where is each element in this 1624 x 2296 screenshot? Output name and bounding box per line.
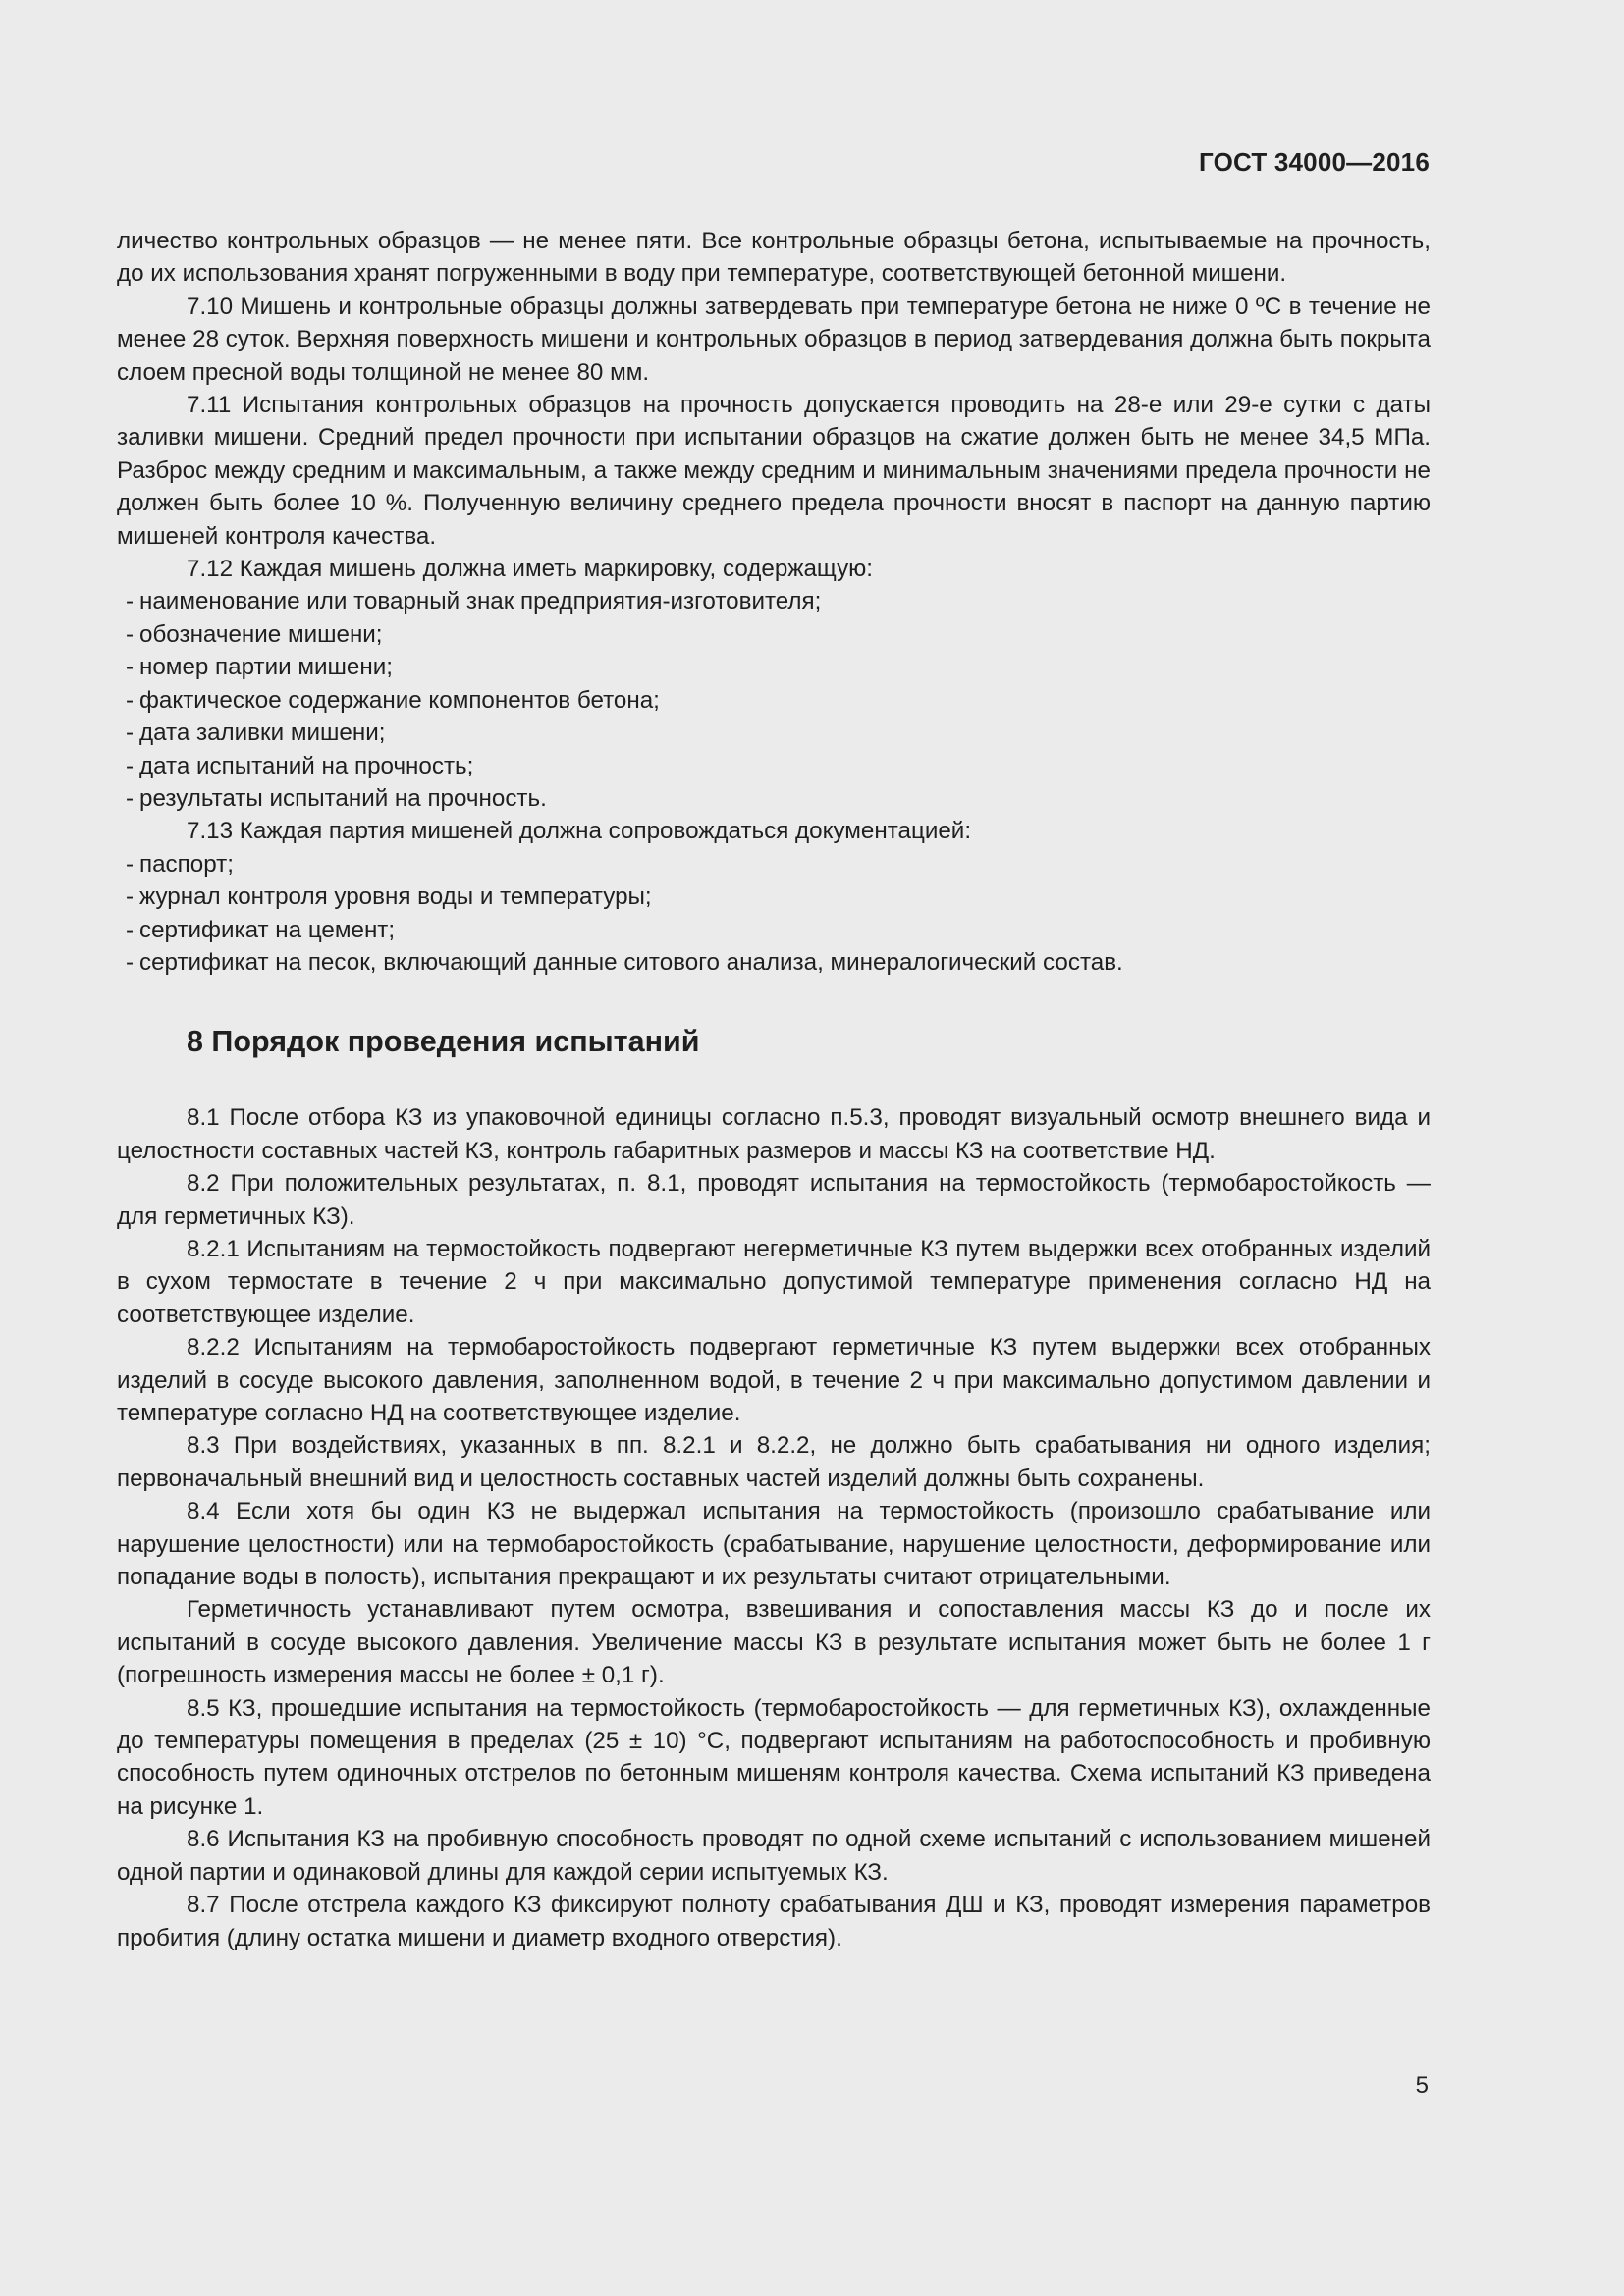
paragraph-8-6: 8.6 Испытания КЗ на пробивную способность проводят по одной схеме испытаний с использованием мишеней одной партии и одинаковой длины для каждой серии испытуемых КЗ. bbox=[117, 1826, 1431, 1886]
paragraph-8-2-1: 8.2.1 Испытаниям на термостойкость подвергают негерметичные КЗ путем выдержки всех отобранных изделий в сухом термостате в течение 2 ч при максимально допустимой температуре применения согласно НД на соответствующее изделие. bbox=[117, 1235, 1431, 1328]
list-item: - обозначение мишени; bbox=[126, 620, 383, 648]
marking-list bbox=[117, 585, 1431, 815]
list-item: - наименование или товарный знак предприятия-изготовителя; bbox=[126, 588, 822, 615]
paragraph-7-13: 7.13 Каждая партия мишеней должна сопровождаться документацией: bbox=[187, 818, 972, 845]
list-item: - фактическое содержание компонентов бетона; bbox=[126, 686, 660, 714]
paragraph-continued: личество контрольных образцов — не менее пяти. Все контрольные образцы бетона, испытываемые на прочность, до их использования хранят погруженными в воду при температуре, соответствующей бетонной мишени. bbox=[117, 228, 1431, 288]
documentation-list bbox=[117, 848, 1431, 980]
list-item: - результаты испытаний на прочность. bbox=[126, 784, 547, 812]
section-heading: 8 Порядок проведения испытаний bbox=[187, 1025, 700, 1059]
paragraph-8-2-2: 8.2.2 Испытаниям на термобаростойкость подвергают герметичные КЗ путем выдержки всех отобранных изделий в сосуде высокого давления, заполненном водой, в течение 2 ч при максимально допустимом давлении и температуре согласно НД на соответствующее изделие. bbox=[117, 1334, 1431, 1426]
paragraph-8-3: 8.3 При воздействиях, указанных в пп. 8.2.1 и 8.2.2, не должно быть срабатывания ни одного изделия; первоначальный внешний вид и целостность составных частей изделий должны быть сохранены. bbox=[117, 1432, 1431, 1492]
paragraph-tightness: Герметичность устанавливают путем осмотра, взвешивания и сопоставления массы КЗ до и после их испытаний в сосуде высокого давления. Увеличение массы КЗ в результате испытания может быть не более 1 г (погрешность измерения массы не более ± 0,1 г). bbox=[117, 1596, 1431, 1689]
paragraph-7-12: 7.12 Каждая мишень должна иметь маркировку, содержащую: bbox=[187, 556, 874, 583]
list-item: - паспорт; bbox=[126, 850, 234, 878]
list-item: - сертификат на песок, включающий данные ситового анализа, минералогический состав. bbox=[126, 948, 1123, 976]
paragraph-8-7: 8.7 После отстрела каждого КЗ фиксируют полноту срабатывания ДШ и КЗ, проводят измерения параметров пробития (длину остатка мишени и диаметр входного отверстия). bbox=[117, 1892, 1431, 1951]
document-body bbox=[117, 225, 1431, 1954]
paragraph-8-2: 8.2 При положительных результатах, п. 8.1, проводят испытания на термостойкость (термобаростойкость — для герметичных КЗ). bbox=[117, 1170, 1431, 1230]
paragraph-8-4: 8.4 Если хотя бы один КЗ не выдержал испытания на термостойкость (произошло срабатывание или нарушение целостности) или на термобаростойкость (срабатывание, нарушение целостности, деформирование или попадание воды в полость), испытания прекращают и их результаты считают отрицательными. bbox=[117, 1498, 1431, 1591]
list-item: - дата заливки мишени; bbox=[126, 720, 386, 747]
list-item: - сертификат на цемент; bbox=[126, 916, 396, 943]
list-item: - номер партии мишени; bbox=[126, 654, 393, 681]
page-number: 5 bbox=[1415, 2072, 1429, 2099]
list-item: - дата испытаний на прочность; bbox=[126, 752, 474, 779]
list-item: - журнал контроля уровня воды и температуры; bbox=[126, 883, 652, 911]
paragraph-8-1: 8.1 После отбора КЗ из упаковочной единицы согласно п.5.3, проводят визуальный осмотр внешнего вида и целостности составных частей КЗ, контроль габаритных размеров и массы КЗ на соответствие НД. bbox=[117, 1104, 1431, 1164]
paragraph-7-10: 7.10 Мишень и контрольные образцы должны затвердевать при температуре бетона не ниже 0 ºС в течение не менее 28 суток. Верхняя поверхность мишени и контрольных образцов в период затвердевания должна быть покрыта слоем пресной воды толщиной не менее 80 мм. bbox=[117, 293, 1431, 386]
paragraph-8-5: 8.5 КЗ, прошедшие испытания на термостойкость (термобаростойкость — для герметичных КЗ), охлажденные до температуры помещения в пределах (25 ± 10) °С, подвергают испытаниям на работоспособность и пробивную способность путем одиночных отстрелов по бетонным мишеням контроля качества. Схема испытаний КЗ приведена на рисунке 1. bbox=[117, 1694, 1431, 1820]
document-header: ГОСТ 34000—2016 bbox=[1199, 147, 1430, 177]
paragraph-7-11: 7.11 Испытания контрольных образцов на прочность допускается проводить на 28-е или 29-е сутки с даты заливки мишени. Средний предел прочности при испытании образцов на сжатие должен быть не менее 34,5 МПа. Разброс между средним и максимальным, а также между средним и минимальным значениями предела прочности не должен быть более 10 %. Полученную величину среднего предела прочности вносят в паспорт на данную партию мишеней контроля качества. bbox=[117, 392, 1431, 550]
